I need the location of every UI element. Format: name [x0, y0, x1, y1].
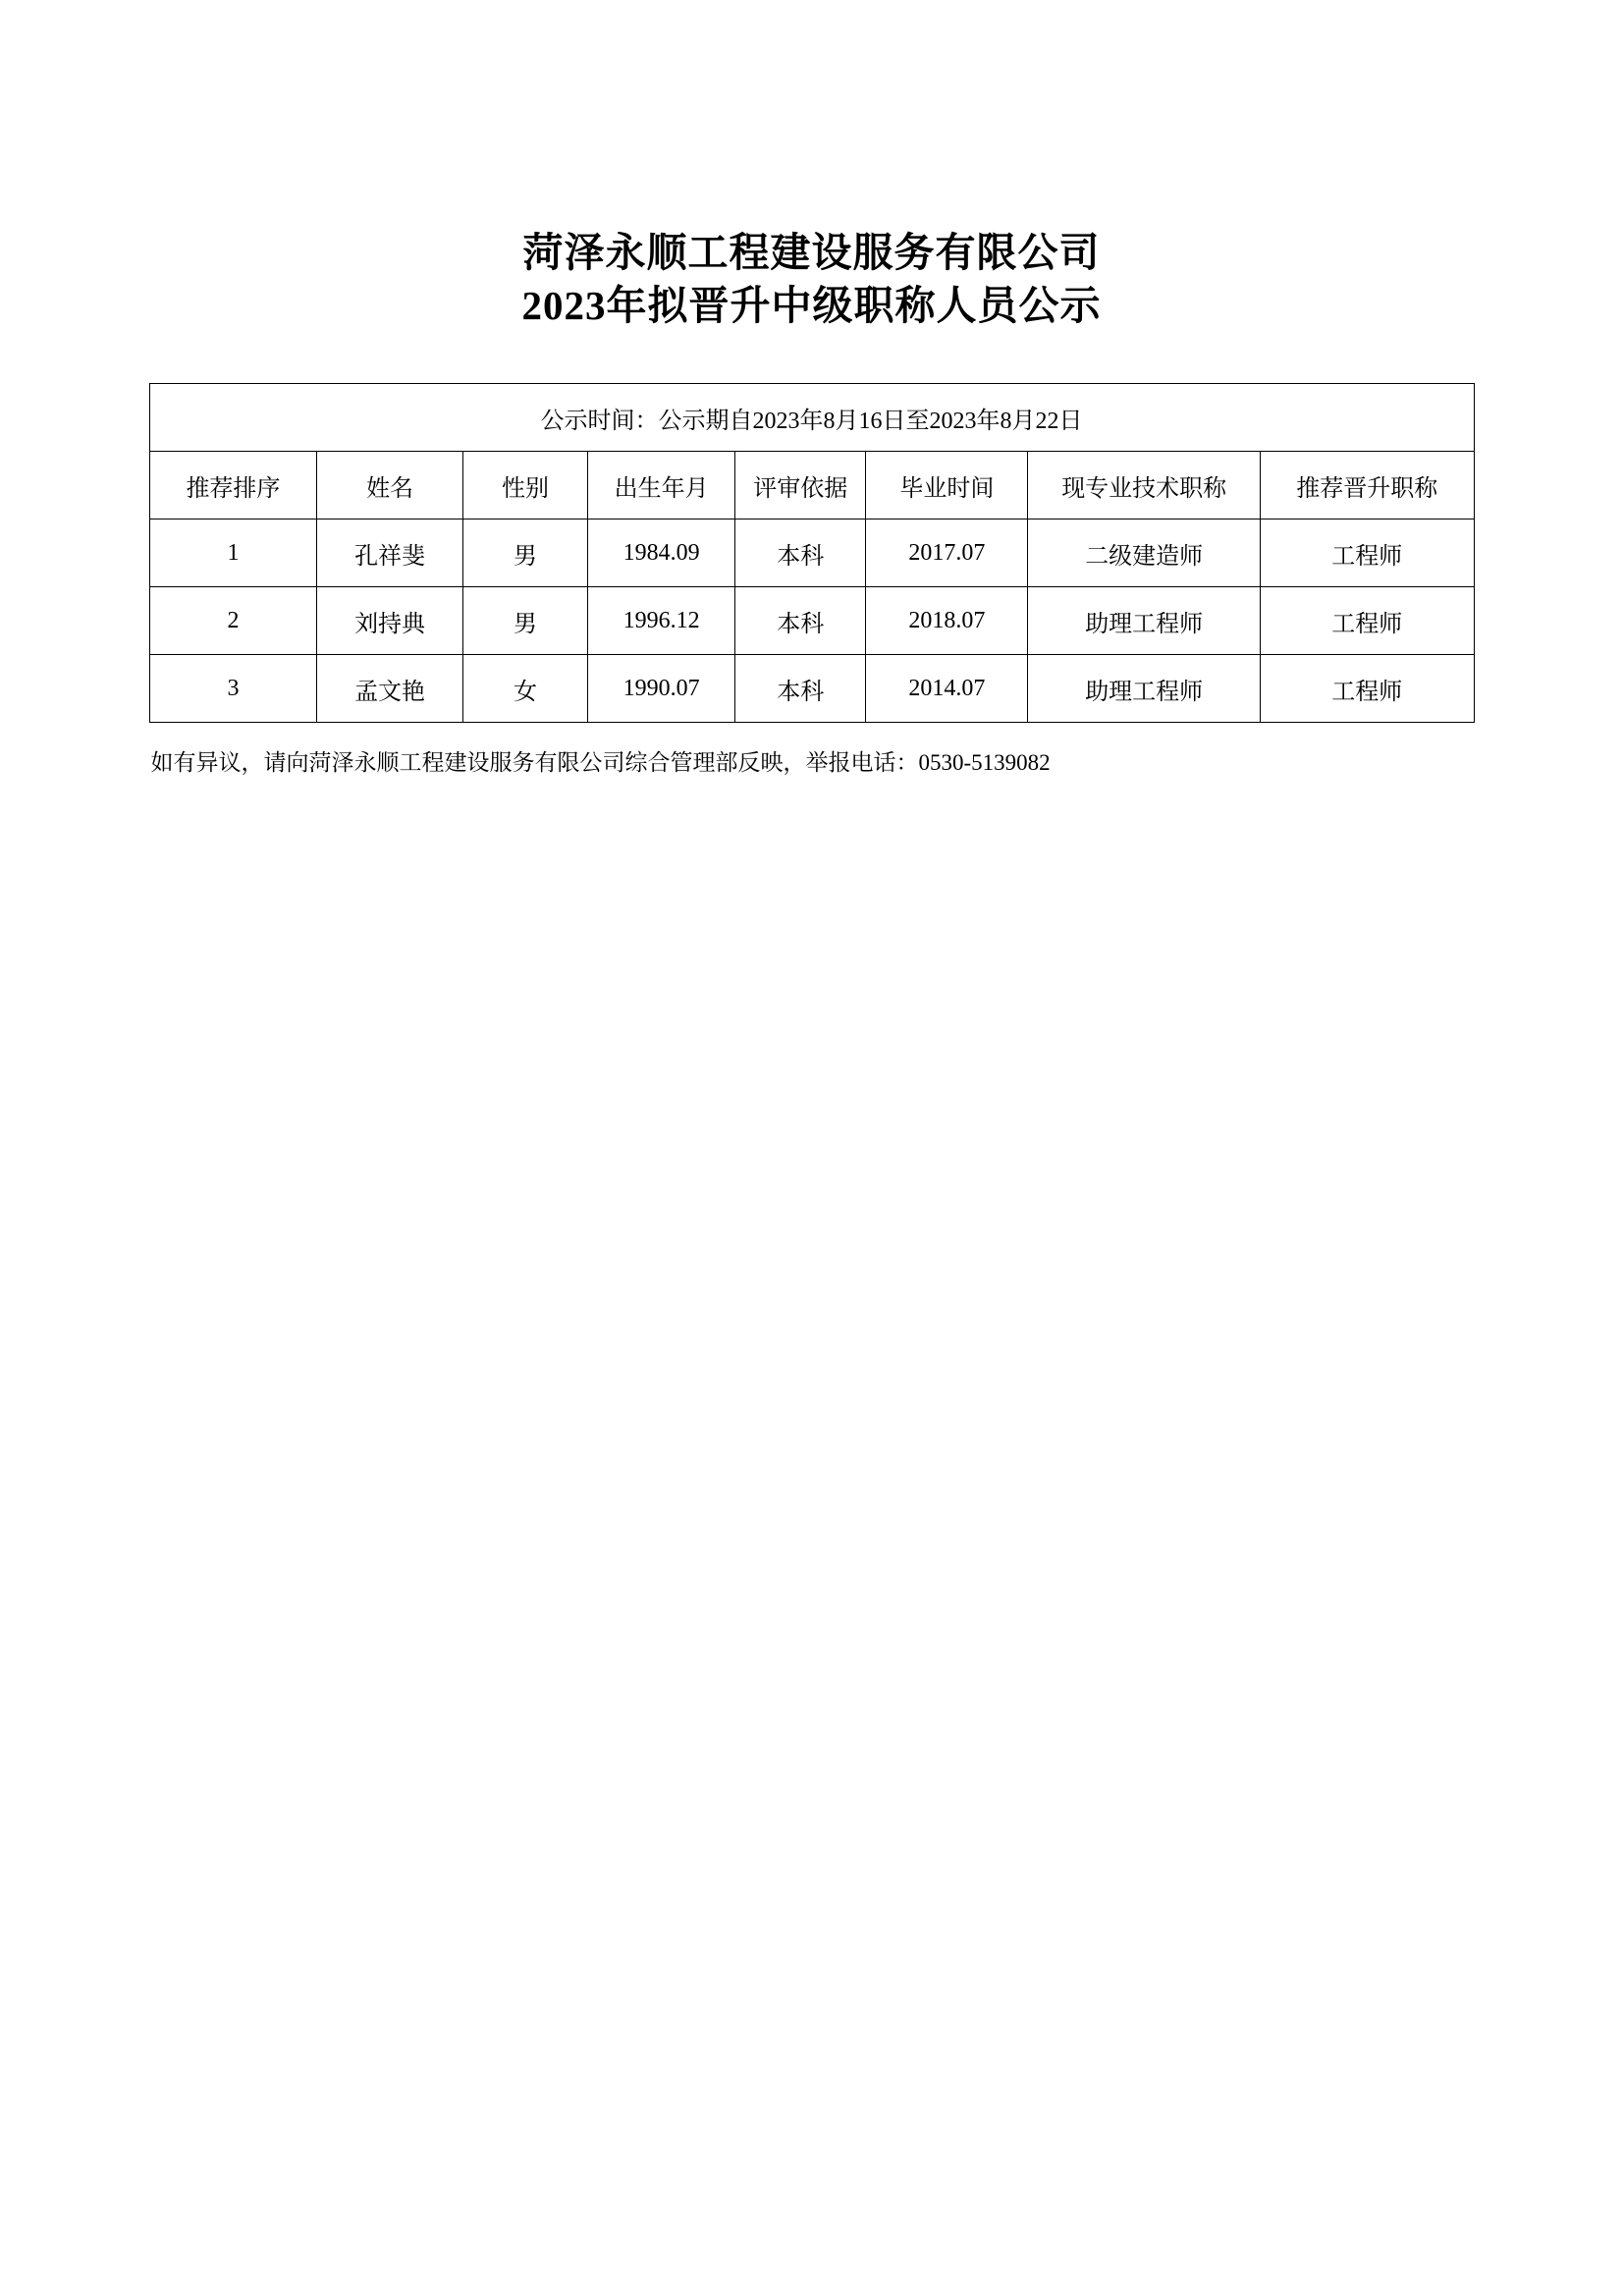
- cell-current-title: 二级建造师: [1028, 519, 1261, 587]
- cell-gender: 女: [462, 655, 587, 723]
- cell-name: 刘持典: [317, 587, 462, 655]
- cell-graduation: 2018.07: [866, 587, 1028, 655]
- cell-birth: 1990.07: [588, 655, 735, 723]
- cell-name: 孔祥斐: [317, 519, 462, 587]
- table-row: [149, 587, 1474, 655]
- cell-rank: 3: [149, 655, 317, 723]
- column-header-gender: 性别: [462, 452, 587, 519]
- table-row: [149, 655, 1474, 723]
- cell-graduation: 2017.07: [866, 519, 1028, 587]
- cell-basis: 本科: [735, 655, 866, 723]
- cell-basis: 本科: [735, 519, 866, 587]
- cell-proposed-title: 工程师: [1261, 655, 1474, 723]
- cell-proposed-title: 工程师: [1261, 519, 1474, 587]
- table-row: [149, 519, 1474, 587]
- column-header-rank: 推荐排序: [149, 452, 317, 519]
- cell-current-title: 助理工程师: [1028, 587, 1261, 655]
- column-header-birth: 出生年月: [588, 452, 735, 519]
- title-line-company: 菏泽永顺工程建设服务有限公司: [522, 230, 1101, 275]
- cell-basis: 本科: [735, 587, 866, 655]
- cell-graduation: 2014.07: [866, 655, 1028, 723]
- cell-birth: 1984.09: [588, 519, 735, 587]
- publicity-period: 公示时间：公示期自2023年8月16日至2023年8月22日: [149, 384, 1474, 452]
- column-header-graduation: 毕业时间: [866, 452, 1028, 519]
- cell-rank: 1: [149, 519, 317, 587]
- column-header-name: 姓名: [317, 452, 462, 519]
- objection-notice: 如有异议，请向菏泽永顺工程建设服务有限公司综合管理部反映，举报电话：0530-5139082: [150, 750, 1051, 776]
- column-header-basis: 评审依据: [735, 452, 866, 519]
- cell-rank: 2: [149, 587, 317, 655]
- column-header-proposed-title: 推荐晋升职称: [1261, 452, 1474, 519]
- title-line-subject: 2023年拟晋升中级职称人员公示: [521, 283, 1102, 329]
- cell-proposed-title: 工程师: [1261, 587, 1474, 655]
- cell-name: 孟文艳: [317, 655, 462, 723]
- notice-table-container: [149, 383, 1475, 723]
- promotion-table: [149, 383, 1475, 723]
- cell-current-title: 助理工程师: [1028, 655, 1261, 723]
- table-header-row: [149, 452, 1474, 519]
- cell-gender: 男: [462, 519, 587, 587]
- page-title: [0, 226, 1623, 332]
- cell-birth: 1996.12: [588, 587, 735, 655]
- table-row-period: [149, 384, 1474, 452]
- cell-gender: 男: [462, 587, 587, 655]
- column-header-current-title: 现专业技术职称: [1028, 452, 1261, 519]
